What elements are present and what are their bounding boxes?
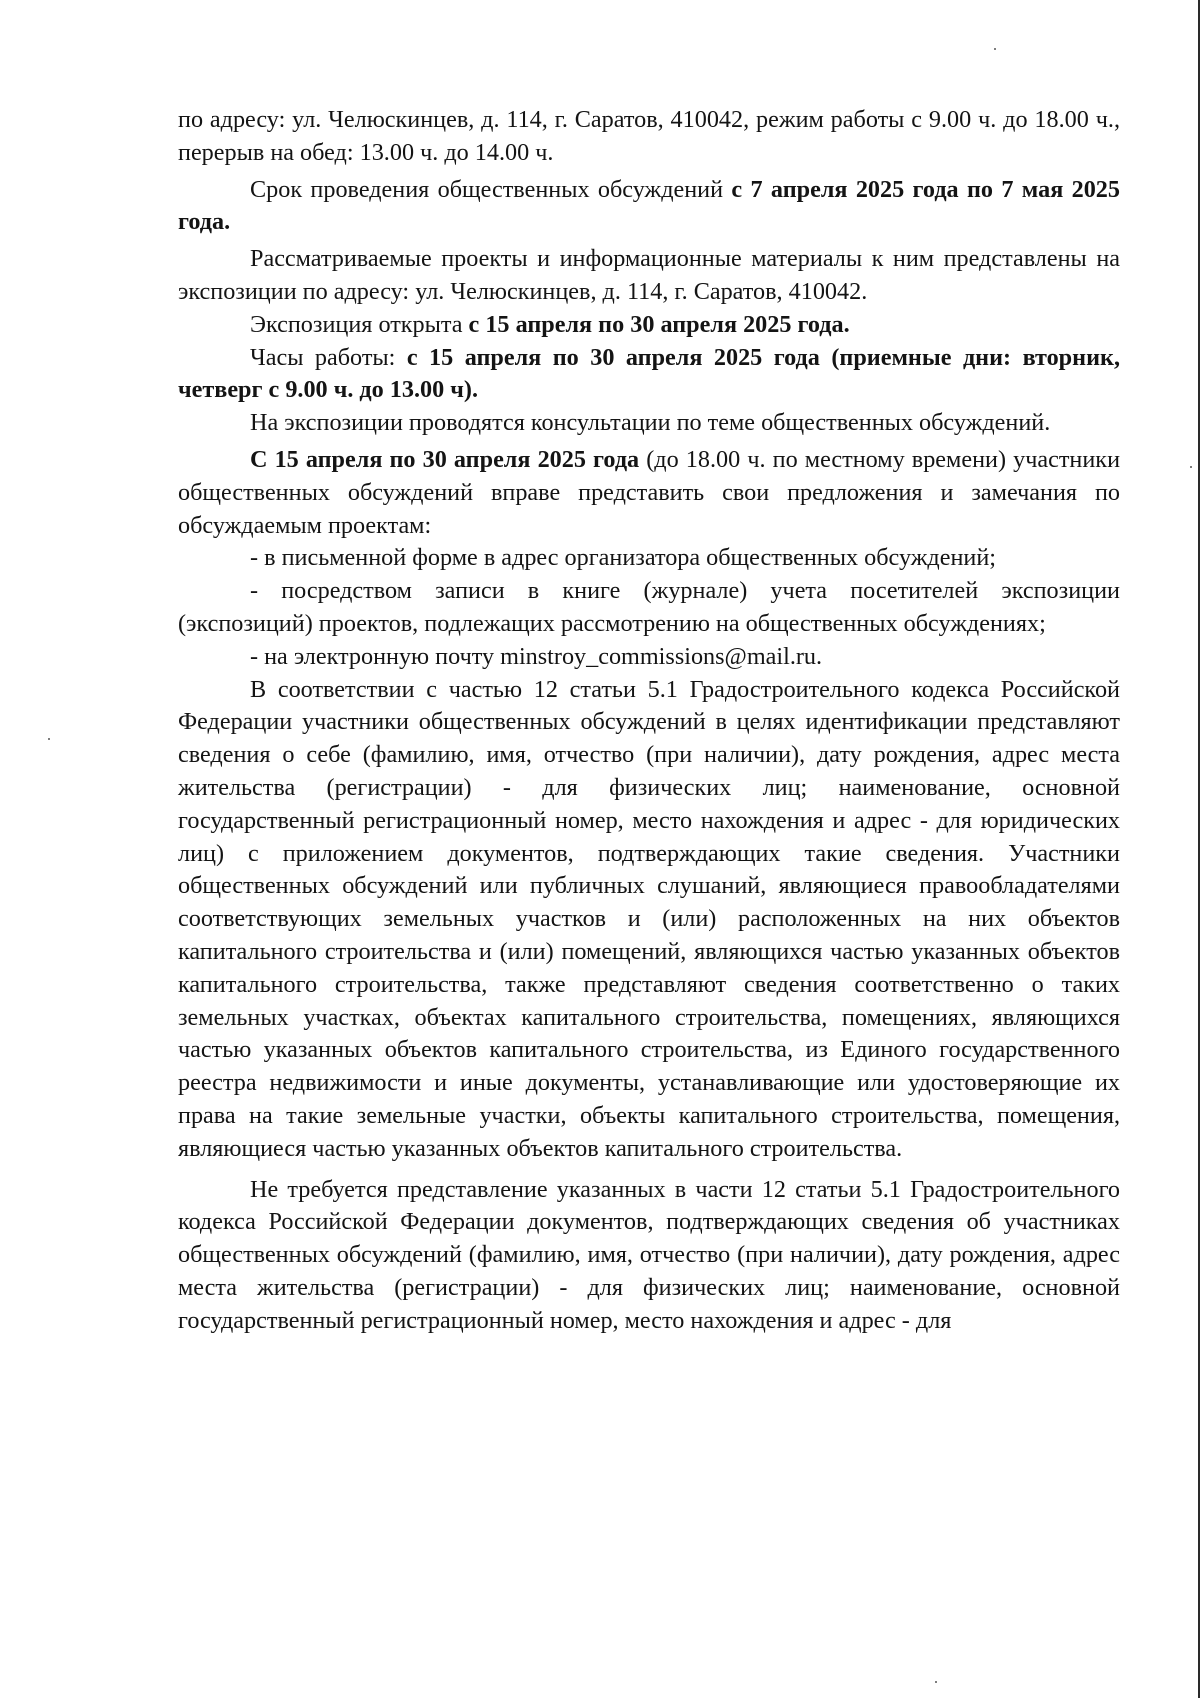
text-run: Срок проведения общественных обсуждений — [250, 175, 732, 203]
paragraph-item-email — [178, 641, 1120, 674]
paragraph-projects — [178, 243, 1120, 309]
scan-speck — [48, 738, 50, 740]
paragraph-item-written — [178, 542, 1120, 575]
text-run-bold: с 15 апреля по 30 апреля 2025 года. — [468, 310, 850, 338]
text-run: Экспозиция открыта — [250, 310, 469, 338]
text-run: - посредством записи в книге (журнале) учета посетителей экспозиции (экспозиций) проектов, подлежащих рассмотрению на общественных обсуждениях; — [178, 577, 1120, 637]
paragraph-hours — [178, 342, 1120, 408]
scan-speck — [994, 48, 996, 50]
scan-speck — [1190, 466, 1192, 468]
paragraph-period — [178, 174, 1120, 240]
text-run: Рассматриваемые проекты и информационные материалы к ним представлены на экспозиции по адресу: ул. Челюскинцев, д. 114, г. Саратов, 410042. — [178, 245, 1120, 305]
text-run: по адресу: ул. Челюскинцев, д. 114, г. Саратов, 410042, режим работы с 9.00 ч. до 18.00 ч., перерыв на обед: 13.00 ч. до 14.00 ч. — [178, 106, 1120, 166]
paragraph-not-required — [178, 1174, 1120, 1338]
text-run-bold: С 15 апреля по 30 апреля 2025 года — [250, 445, 640, 473]
text-run: - в письменной форме в адрес организатора общественных обсуждений; — [250, 544, 997, 572]
paragraph-identification — [178, 674, 1120, 1166]
text-run: На экспозиции проводятся консультации по теме общественных обсуждений. — [250, 409, 1051, 437]
document-body — [178, 104, 1120, 1337]
paragraph-consultations — [178, 407, 1120, 440]
text-run-bold: с 15 апреля по 30 апреля 2025 года (приемные дни: вторник, четверг с 9.00 ч. до 13.00 ч). — [178, 343, 1120, 404]
paragraph-address — [178, 104, 1120, 170]
text-run: В соответствии с частью 12 статьи 5.1 Градостроительного кодекса Российской Федерации участники общественных обсуждений в целях идентификации представляют сведения о себе (фамилию, имя, отчество (при наличии), дату рождения, адрес места жительства (регистрации) - для физических лиц; наименование, основной государственный регистрационный номер, место нахождения и адрес - для юридических лиц) с приложением документов, подтверждающих такие сведения. Участники общественных обсуждений или публичных слушаний, являющиеся правообладателями соответствующих земельных участков и (или) расположенных на них объектов капитального строительства и (или) помещений, являющихся частью указанных объектов капитального строительства, также представляют сведения соответственно о таких земельных участках, объектах капитального строительства, помещениях, являющихся частью указанных объектов капитального строительства, из Единого государственного реестра недвижимости и иные документы, устанавливающие или удостоверяющие их права на такие земельные участки, объекты капитального строительства, помещения, являющиеся частью указанных объектов капитального строительства. — [178, 675, 1120, 1162]
text-run: - на электронную почту minstroy_commissions@mail.ru. — [250, 642, 823, 670]
paragraph-item-book — [178, 575, 1120, 641]
paragraph-exposition-open — [178, 309, 1120, 342]
text-run: Часы работы: — [250, 343, 407, 371]
text-run-bold: с 7 апреля 2025 года по 7 мая 2025 года. — [178, 175, 1120, 236]
paragraph-proposals — [178, 444, 1120, 542]
text-run: (до 18.00 ч. по местному времени) участники общественных обсуждений вправе представить свои предложения и замечания по обсуждаемым проектам: — [178, 445, 1121, 539]
scan-speck — [935, 1681, 937, 1683]
text-run: Не требуется представление указанных в части 12 статьи 5.1 Градостроительного кодекса Российской Федерации документов, подтверждающих сведения об участниках общественных обсуждений (фамилию, имя, отчество (при наличии), дату рождения, адрес места жительства (регистрации) - для физических лиц; наименование, основной государственный регистрационный номер, место нахождения и адрес - для — [178, 1175, 1120, 1334]
